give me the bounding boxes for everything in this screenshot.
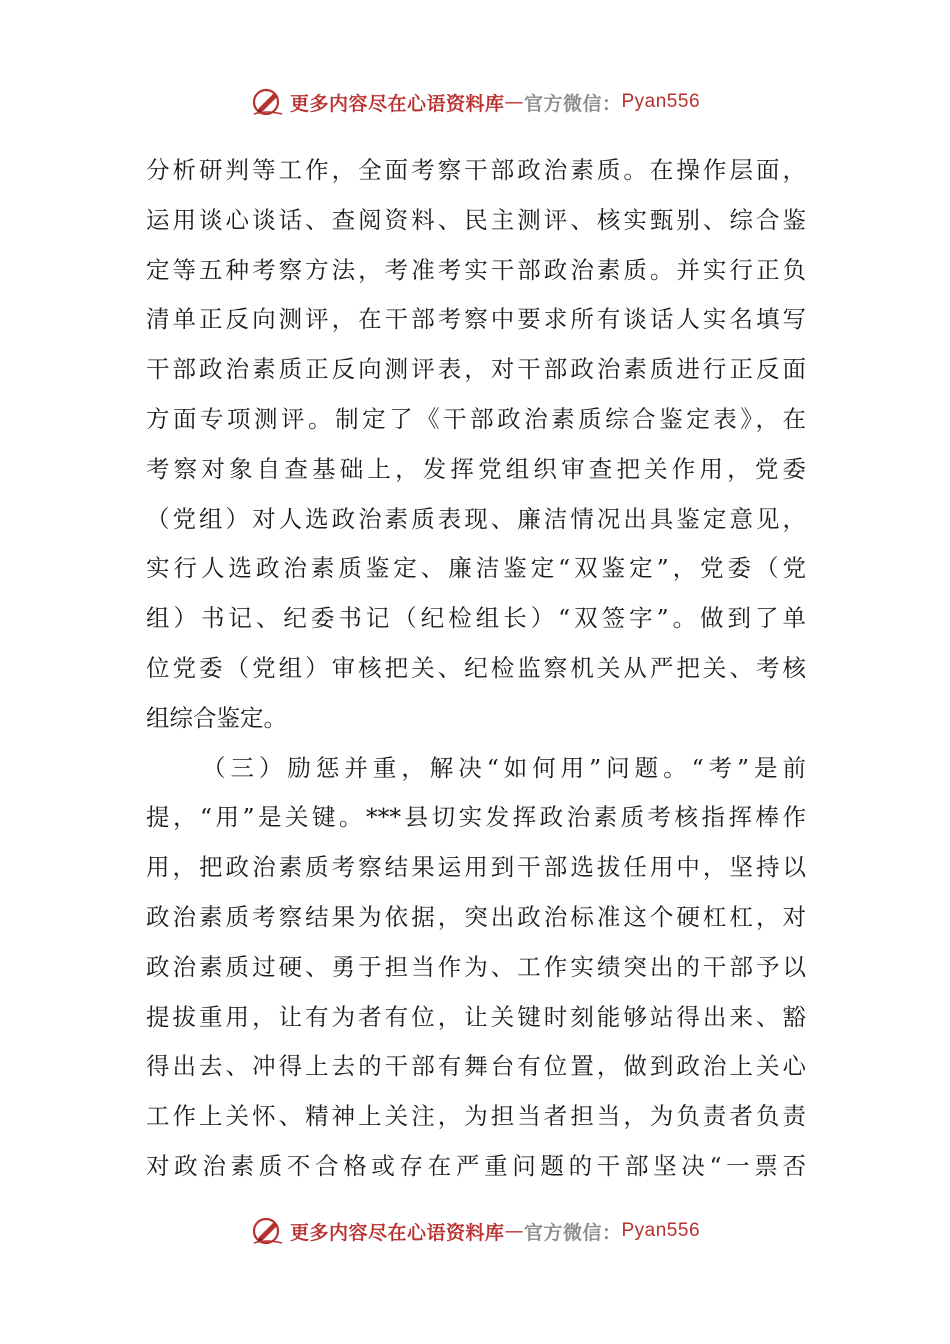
body-line: （三）励惩并重，解决“如何用”问题。“考”是前 [202,753,806,782]
footer-banner [0,1209,950,1253]
banner-brand-text: 更多内容尽在心语资料库 [289,1221,505,1244]
body-line: 干部政治素质正反向测评表，对干部政治素质进行正反面 [146,355,806,384]
banner-wechat-id: Pyan556 [621,91,701,112]
body-line: 运用谈心谈话、查阅资料、民主测评、核实甄别、综合鉴 [146,205,806,234]
body-line: 对政治素质不合格或存在严重问题的干部坚决“一票否 [146,1151,806,1180]
body-line: 位党委（党组）审核把关、纪检监察机关从严把关、考核 [146,653,806,682]
body-line: 提，“用”是关键。***县切实发挥政治素质考核指挥棒作 [146,803,806,832]
body-line: 组综合鉴定。 [146,703,287,732]
pen-logo-icon [250,84,286,120]
document-body [146,146,806,1192]
banner-separator: — [504,91,524,113]
body-line: 提拔重用，让有为者有位，让关键时刻能够站得出来、豁 [146,1002,806,1031]
body-line: （党组）对人选政治素质表现、廉洁情况出具鉴定意见， [146,504,806,533]
body-line: 分析研判等工作，全面考察干部政治素质。在操作层面， [146,156,806,184]
body-line: 工作上关怀、精神上关注，为担当者担当，为负责者负责 [146,1102,806,1131]
body-line: 政治素质过硬、勇于担当作为、工作实绩突出的干部予以 [146,952,806,981]
banner-wechat-id: Pyan556 [621,1220,701,1241]
banner-brand-text: 更多内容尽在心语资料库 [289,92,505,115]
body-line: 方面专项测评。制定了《干部政治素质综合鉴定表》，在 [146,404,806,433]
body-line: 定等五种考察方法，考准考实干部政治素质。并实行正负 [146,255,806,284]
body-line: 清单正反向测评，在干部考察中要求所有谈话人实名填写 [146,305,806,334]
body-line: 考察对象自查基础上，发挥党组织审查把关作用，党委 [146,454,806,483]
body-line: 用，把政治素质考察结果运用到干部选拔任用中，坚持以 [146,853,806,882]
body-line: 政治素质考察结果为依据，突出政治标准这个硬杠杠，对 [146,902,806,931]
body-line: 组）书记、纪委书记（纪检组长）“双签字”。做到了单 [146,604,806,633]
header-banner [0,80,950,124]
banner-official-label: 官方微信： [523,92,622,115]
body-line: 实行人选政治素质鉴定、廉洁鉴定“双鉴定”，党委（党 [146,554,806,583]
pen-logo-icon [250,1213,286,1249]
banner-official-label: 官方微信： [523,1221,622,1244]
banner-separator: — [504,1220,524,1242]
body-line: 得出去、冲得上去的干部有舞台有位置，做到政治上关心 [146,1052,806,1081]
